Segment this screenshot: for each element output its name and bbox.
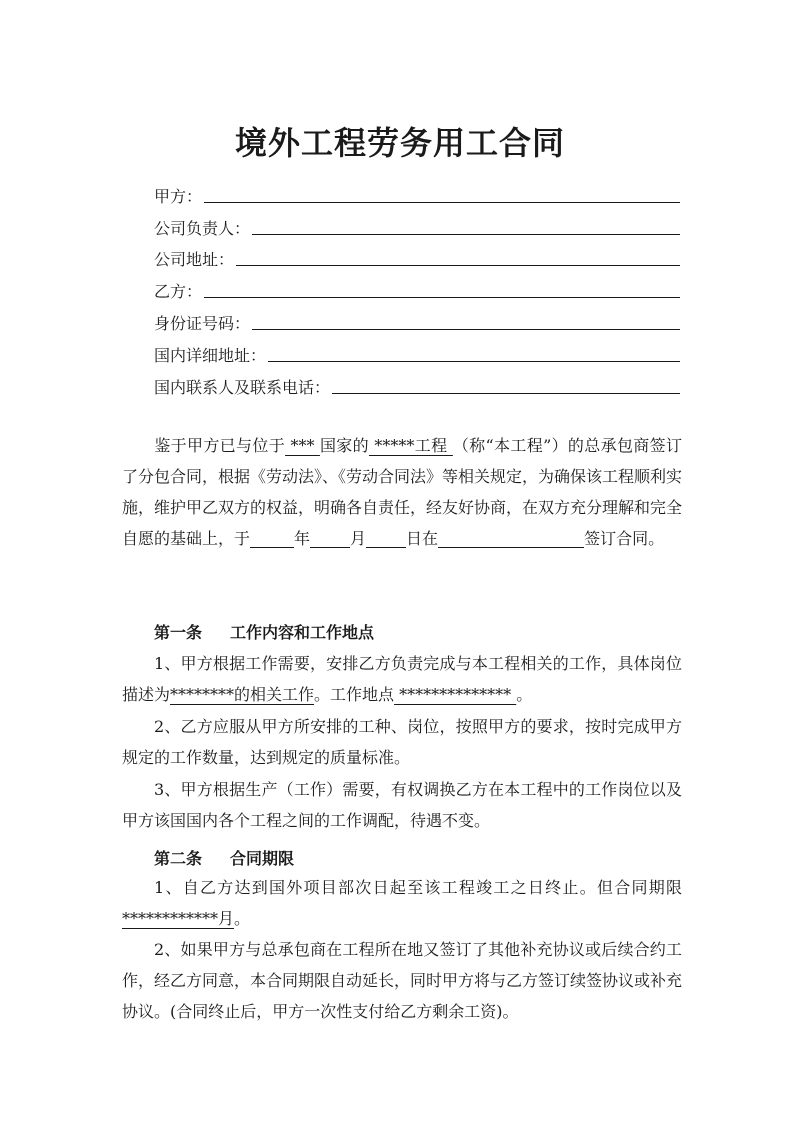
field-label: 甲方：: [154, 187, 203, 206]
day-blank: [366, 529, 406, 548]
field-label: 公司地址：: [154, 250, 235, 269]
field-party-b: [154, 275, 680, 305]
document-title: 境外工程劳务用工合同: [234, 124, 565, 162]
year-blank: [250, 529, 294, 548]
field-party-a: [154, 180, 680, 210]
work-site-blank: **************: [394, 685, 517, 704]
preamble-paragraph: 鉴于甲方已与位于 *** 国家的 *****工程 （称“本工程”）的总承包商签订了分包合同，根据《劳动法》、《劳动合同法》等相关规定，为确保该工程顺利实施，维护甲乙双方的权益，明确各自责任，经友好协商，在双方充分理解和完全自愿的基础上，于 年 月 日在 签订合同。: [122, 436, 683, 548]
fill-line: [204, 296, 680, 298]
field-label: 国内联系人及联系电话：: [154, 378, 331, 397]
country-blank: ***: [285, 436, 320, 455]
field-domestic-address: [154, 339, 680, 369]
article-1-heading: 第一条 工作内容和工作地点: [154, 623, 375, 642]
article-1-item-2: 2、乙方应服从甲方所安排的工种、岗位，按照甲方的要求，按时完成甲方规定的工作数量，达到规定的质量标准。: [122, 717, 682, 767]
field-company-address: [154, 243, 680, 273]
fill-line: [252, 233, 680, 235]
field-label: 乙方：: [154, 282, 203, 301]
fill-line: [252, 328, 680, 330]
term-blank: ************月: [122, 909, 235, 928]
field-label: 国内详细地址：: [154, 346, 267, 365]
place-blank: [438, 529, 584, 548]
fill-line: [236, 264, 680, 266]
fill-line: [204, 201, 680, 203]
field-label: 身份证号码：: [154, 314, 251, 333]
article-2-heading: 第二条 合同期限: [154, 849, 295, 868]
article-2-item-1: 1、自乙方达到国外项目部次日起至该工程竣工之日终止。但合同期限************月。: [122, 878, 682, 928]
field-id-number: [154, 307, 680, 337]
field-contact: [154, 371, 680, 401]
article-1-item-1: 1、甲方根据工作需要，安排乙方负责完成与本工程相关的工作，具体岗位描述为********的相关工作。工作地点 ************** 。: [122, 654, 682, 704]
fill-line: [332, 392, 680, 394]
fill-line: [268, 360, 680, 362]
field-company-head: [154, 212, 680, 242]
field-label: 公司负责人：: [154, 219, 251, 238]
article-1-item-3: 3、甲方根据生产（工作）需要，有权调换乙方在本工程中的工作岗位以及甲方该国国内各个工程之间的工作调配，待遇不变。: [122, 780, 682, 830]
project-blank: *****工程: [368, 436, 453, 455]
article-2-item-2: 2、如果甲方与总承包商在工程所在地又签订了其他补充协议或后续合约工作，经乙方同意，本合同期限自动延长，同时甲方将与乙方签订续签协议或补充协议。(合同终止后，甲方一次性支付给乙方剩余工资)。: [122, 940, 683, 1021]
month-blank: [310, 529, 350, 548]
job-role-blank: ********的相关工作: [170, 685, 315, 704]
